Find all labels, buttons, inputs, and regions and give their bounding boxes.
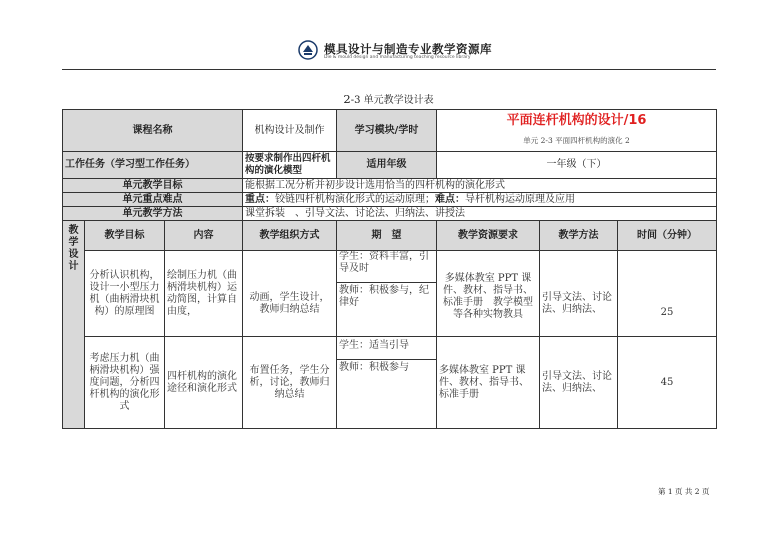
method-value: 课堂拆装 、引导文法、讨论法、归纳法、讲授法	[243, 207, 717, 221]
table-row	[63, 337, 717, 429]
grade-label: 适用年级	[337, 152, 437, 179]
row-content: 绘制压力机（曲柄滑块机构）运动简图，计算自由度，	[165, 251, 243, 337]
row-resource: 多媒体教室 PPT 课件、教材、指导书、标准手册 教学模型等各种实物教具	[437, 251, 540, 337]
col-header-goal: 教学目标	[85, 221, 165, 251]
row-method: 引导文法、讨论法、归纳法、	[540, 337, 618, 429]
course-name-label: 课程名称	[63, 110, 243, 152]
header-divider	[62, 69, 716, 70]
goal-label: 单元教学目标	[63, 179, 243, 193]
library-logo-icon	[298, 40, 318, 60]
table-row	[63, 251, 717, 337]
row-expect-teacher: 教师：积极参与	[339, 362, 409, 373]
teaching-design-label: 教学设计	[63, 221, 85, 429]
document-title: 2-3 单元教学设计表	[343, 92, 434, 106]
row-content: 四杆机构的演化途径和演化形式	[165, 337, 243, 429]
row-resource: 多媒体教室 PPT 课件、教材、指导书、标准手册	[437, 337, 540, 429]
row-time: 25	[618, 251, 717, 337]
key-difficulty-label: 单元重点难点	[63, 193, 243, 207]
unit-value: 单元 2-3 平面四杆机构的演化 2	[523, 135, 630, 145]
key-difficulty-value: 重点：铰链四杆机构演化形式的运动原理；难点：导杆机构运动原理及应用	[243, 193, 717, 207]
module-value: 平面连杆机构的设计/16	[506, 112, 647, 128]
header-title: 模具设计与制造专业教学资源库	[324, 42, 492, 56]
page-number: 第 1 页 共 2 页	[658, 487, 710, 496]
row-method: 引导文法、讨论法、归纳法、	[540, 251, 618, 337]
grade-value: 一年级（下）	[437, 152, 717, 179]
col-header-resource: 教学资源要求	[437, 221, 540, 251]
course-name-value: 机构设计及制作	[243, 110, 337, 152]
page-header	[298, 40, 498, 64]
unit-design-table	[62, 109, 717, 429]
goal-value: 能根据工况分析并初步设计选用恰当的四杆机构的演化形式	[243, 179, 717, 193]
row-goal: 考虑压力机（曲柄滑块机构）强度问题，分析四杆机构的演化形式	[85, 337, 165, 429]
module-label: 学习模块/学时	[337, 110, 437, 152]
row-org: 动画，学生设计，教师归纳总结	[243, 251, 337, 337]
col-header-method: 教学方法	[540, 221, 618, 251]
row-expect	[337, 251, 437, 337]
col-header-content: 内容	[165, 221, 243, 251]
row-expect-student: 学生：适当引导	[337, 337, 436, 360]
row-org: 布置任务，学生分析，讨论，教师归纳总结	[243, 337, 337, 429]
col-header-expect: 期 望	[337, 221, 437, 251]
col-header-org: 教学组织方式	[243, 221, 337, 251]
row-time: 45	[618, 337, 717, 429]
col-header-time: 时间（分钟）	[618, 221, 717, 251]
row-expect-student: 学生：资料丰富，引导及时	[337, 251, 436, 283]
task-label: 工作任务（学习型工作任务）	[63, 152, 243, 179]
row-expect	[337, 337, 437, 429]
method-label: 单元教学方法	[63, 207, 243, 221]
row-expect-teacher: 教师：积极参与，纪律好	[339, 285, 429, 308]
header-subtitle: Die & mould design and manufacturing teaching resource library	[324, 55, 471, 60]
row-goal: 分析认识机构，设计一小型压力机（曲柄滑块机构）的原理图	[85, 251, 165, 337]
module-value-cell	[437, 110, 717, 152]
task-value: 按要求制作出四杆机构的演化模型	[243, 152, 337, 179]
